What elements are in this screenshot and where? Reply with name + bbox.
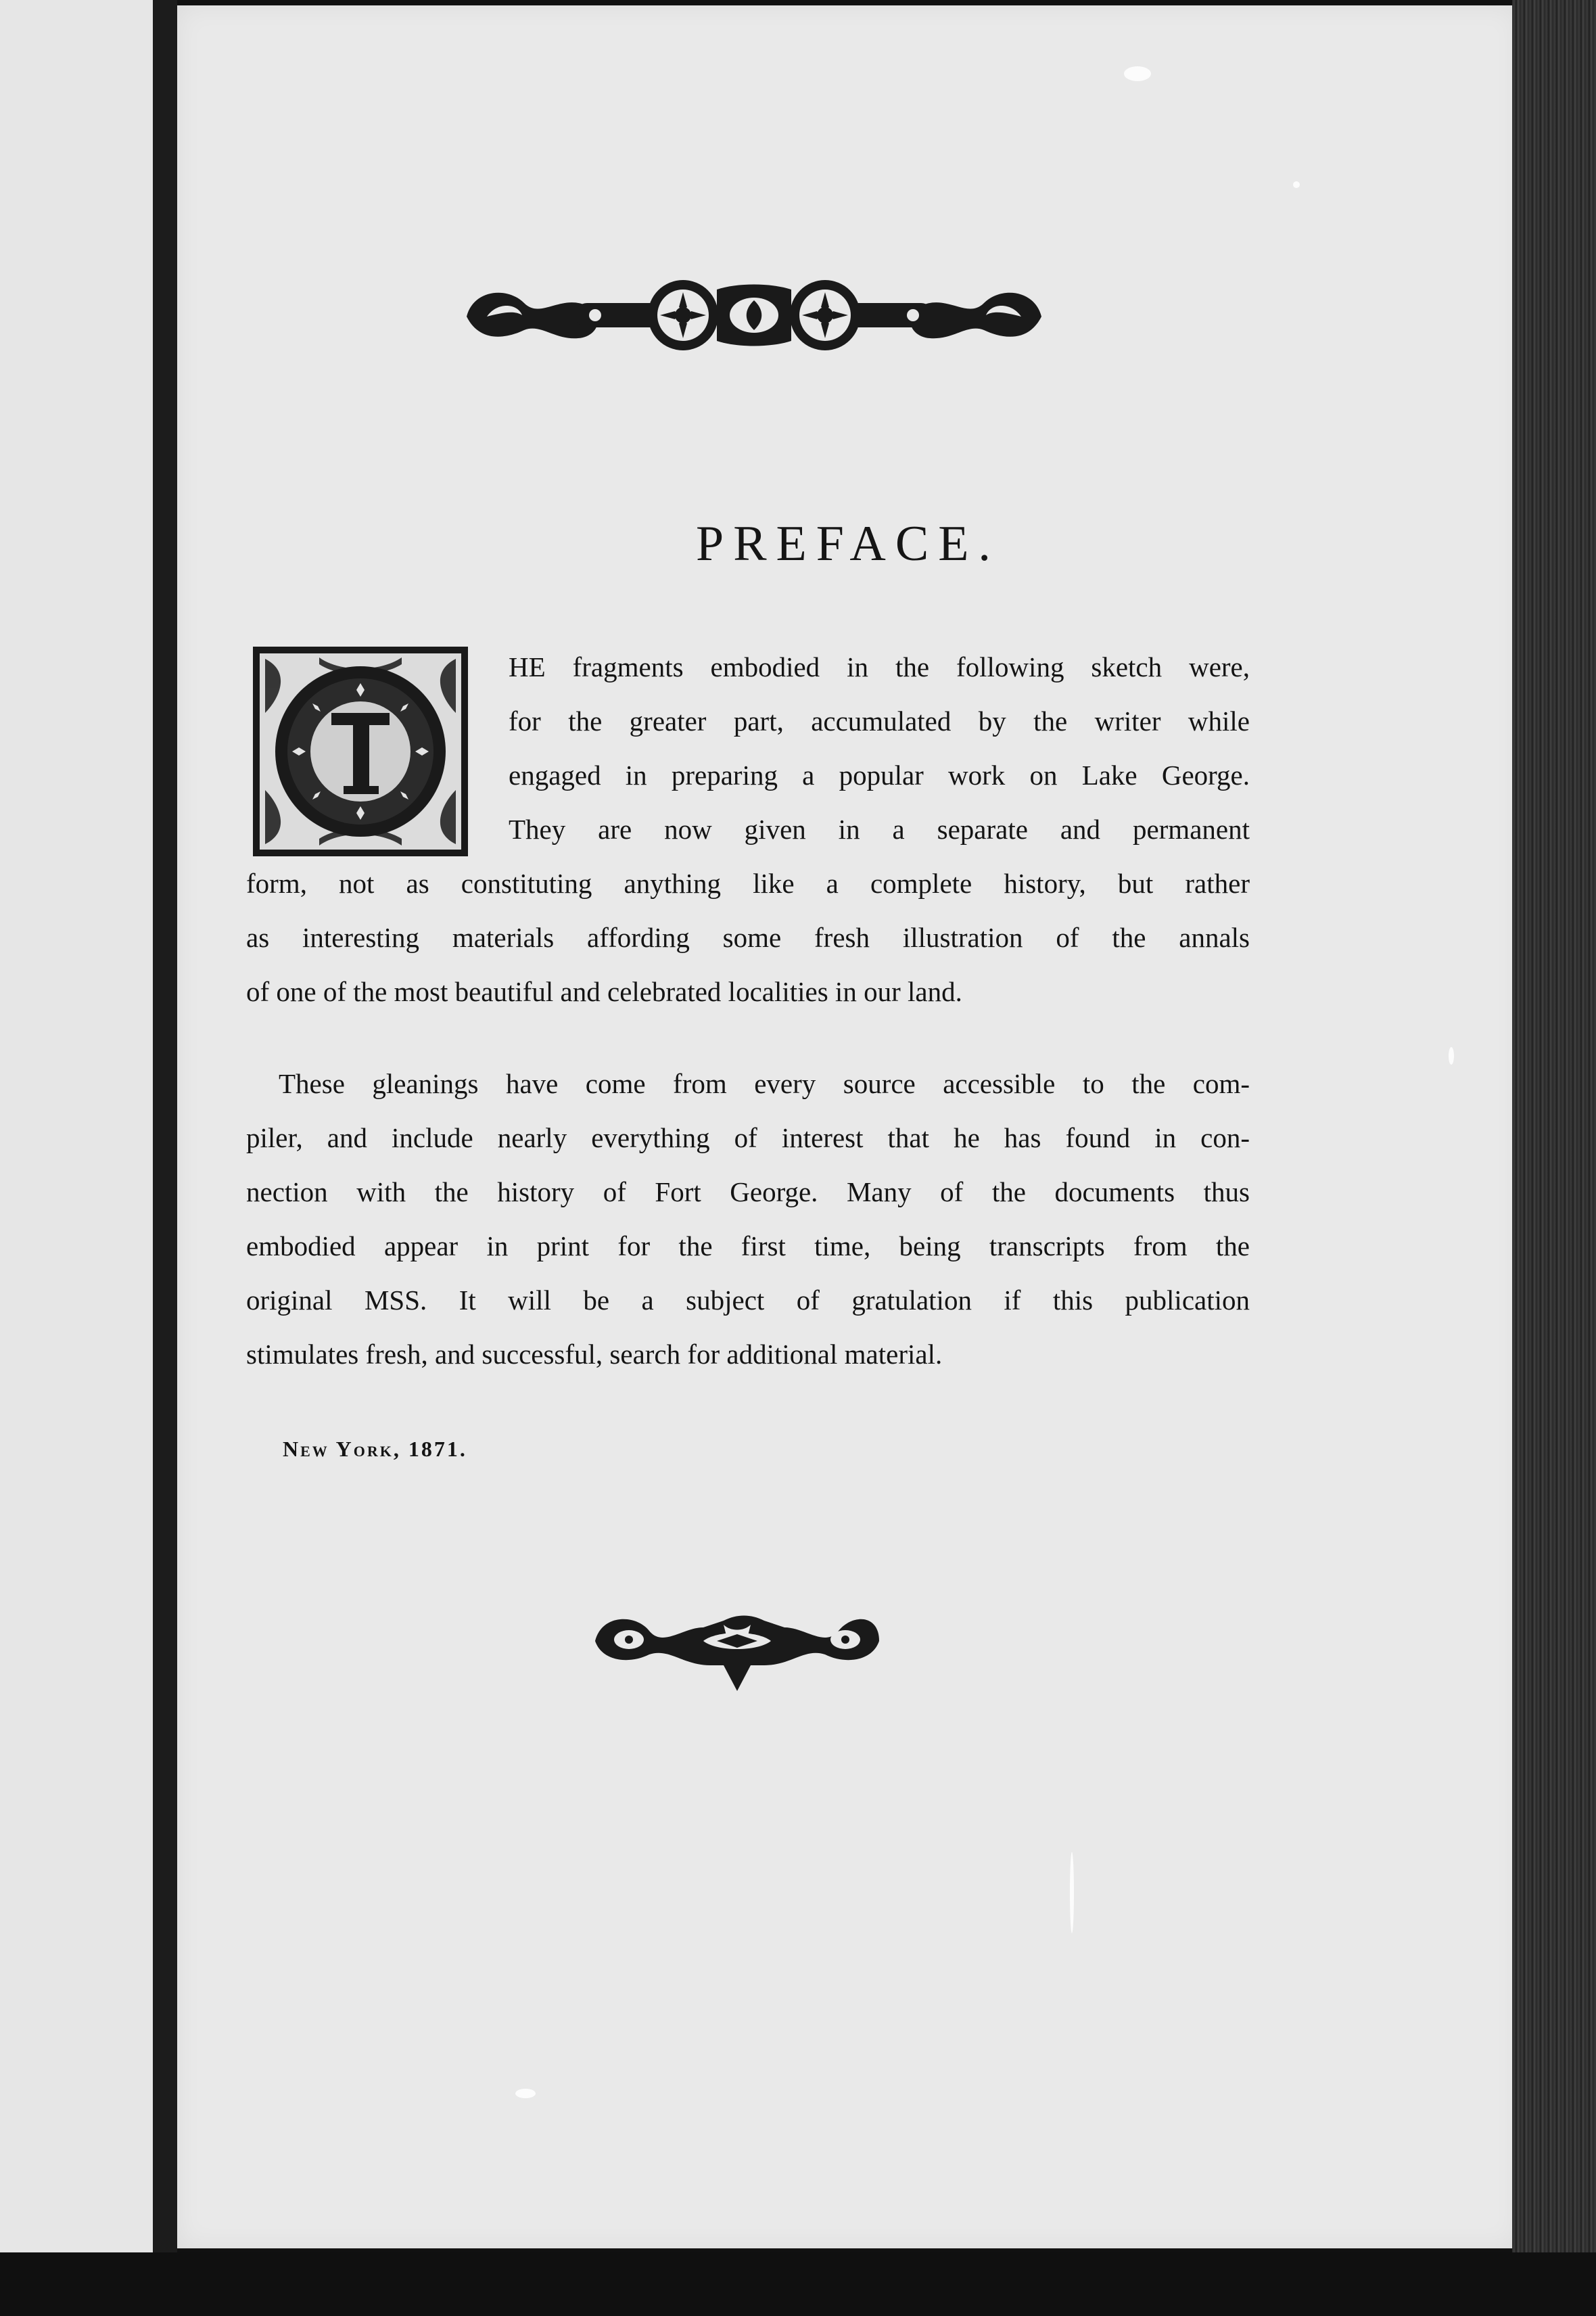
- text-line: form, not as constituting anything like a complete history, but rather: [246, 868, 1250, 899]
- text-line: They are now given in a separate and permanent: [509, 814, 1250, 845]
- paper-speck: [1124, 66, 1151, 81]
- text-line: stimulates fresh, and successful, search for additional material.: [246, 1339, 943, 1370]
- text-line: HE fragments embodied in the following sketch were,: [509, 651, 1250, 682]
- text-line: original MSS. It will be a subject of gratulation if this publication: [246, 1284, 1250, 1316]
- paragraph-2: [246, 1057, 1250, 1381]
- floral-headpiece-ornament: [460, 276, 1048, 354]
- text-line: nection with the history of Fort George. Many of the documents thus: [246, 1176, 1250, 1207]
- text-line: These gleanings have come from every source accessible to the com-: [279, 1068, 1250, 1099]
- text-line: piler, and include nearly everything of interest that he has found in con-: [246, 1122, 1250, 1153]
- page-stack-edge: [1512, 0, 1596, 2316]
- text-line: engaged in preparing a popular work on Lake George.: [509, 760, 1250, 791]
- griffin-tailpiece-ornament: [588, 1600, 886, 1695]
- paper-speck: [1449, 1047, 1454, 1065]
- decorated-initial-t: [252, 645, 469, 858]
- text-line: as interesting materials affording some fresh illustration of the annals: [246, 922, 1250, 953]
- page-title: PREFACE.: [696, 516, 1000, 572]
- text-line: embodied appear in print for the first time, being transcripts from the: [246, 1230, 1250, 1261]
- paragraph-1-continued: [246, 856, 1250, 1019]
- paragraph-1-indented: [509, 640, 1250, 856]
- book-gutter: [153, 0, 177, 2316]
- facing-page-edge: [0, 0, 164, 2252]
- paper-speck: [515, 2089, 536, 2098]
- text-line: of one of the most beautiful and celebrated localities in our land.: [246, 976, 962, 1007]
- paper-speck: [1070, 1852, 1074, 1933]
- text-line: for the greater part, accumulated by the writer while: [509, 705, 1250, 737]
- paper-speck: [1293, 181, 1300, 188]
- dateline: New York, 1871.: [283, 1437, 467, 1461]
- bottom-shadow: [0, 2252, 1596, 2316]
